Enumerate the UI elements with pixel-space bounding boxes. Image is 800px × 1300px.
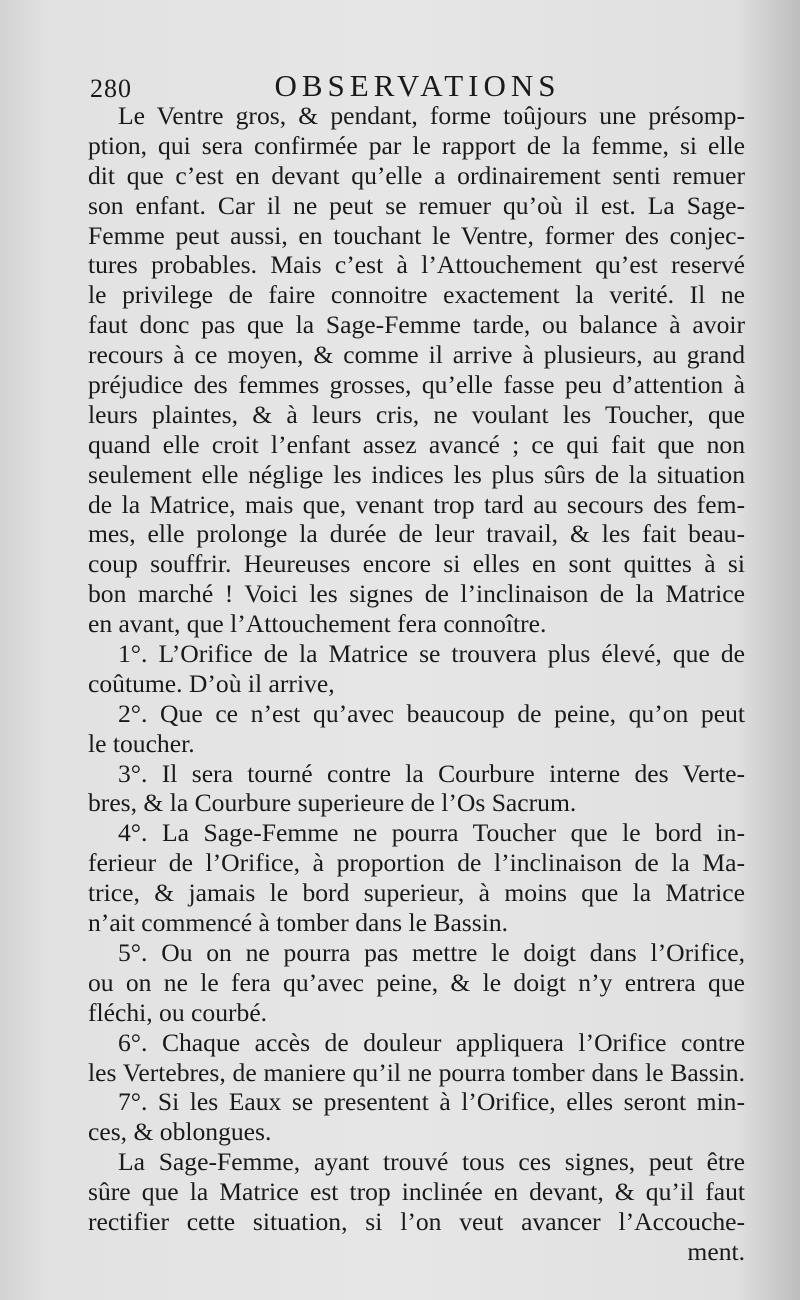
text-line: sûre que la Matrice est trop inclinée en devant, & qu’il faut <box>88 1177 745 1207</box>
text-line: Femme peut aussi, en touchant le Ventre, former des conjec- <box>88 220 745 250</box>
text-line: coûtume. D’où il arrive, <box>88 668 335 698</box>
text-line: recours à ce moyen, & comme il arrive à plusieurs, au grand <box>88 340 745 370</box>
text-line: 6°. Chaque accès de douleur appliquera l’Orifice contre <box>118 1027 745 1057</box>
text-line: ferieur de l’Orifice, à proportion de l’inclinaison de la Ma- <box>88 848 745 878</box>
text-line: ces, & oblongues. <box>88 1117 272 1147</box>
text-line: rectifier cette situation, si l’on veut avancer l’Accouche- <box>88 1206 745 1236</box>
text-line: ption, qui sera confirmée par le rapport de la femme, si elle <box>88 130 745 160</box>
text-line: le toucher. <box>88 728 195 758</box>
text-line: ou on ne le fera qu’avec peine, & le doigt n’y entrera que <box>88 967 745 997</box>
text-line: dit que c’est en devant qu’elle a ordinairement senti remuer <box>88 160 745 190</box>
text-line: 3°. Il sera tourné contre la Courbure interne des Verte- <box>118 758 745 788</box>
text-line: La Sage-Femme, ayant trouvé tous ces signes, peut être <box>118 1147 745 1177</box>
text-line: quand elle croit l’enfant assez avancé ; ce qui fait que non <box>88 429 745 459</box>
text-line: ment. <box>687 1236 745 1266</box>
running-title: OBSERVATIONS <box>274 68 561 103</box>
text-line: leurs plaintes, & à leurs cris, ne voulant les Toucher, que <box>88 399 745 429</box>
text-line: n’ait commencé à tomber dans le Bassin. <box>88 908 509 938</box>
page-number: 280 <box>90 74 132 103</box>
text-line: coup souffrir. Heureuses encore si elles en sont quittes à si <box>88 549 745 579</box>
text-line: 2°. Que ce n’est qu’avec beaucoup de peine, qu’on peut <box>118 698 745 728</box>
body-text <box>88 101 745 1267</box>
text-line: 1°. L’Orifice de la Matrice se trouvera plus élevé, que de <box>118 639 745 669</box>
text-line: le privilege de faire connoitre exactement la verité. Il ne <box>88 280 745 310</box>
text-line: préjudice des femmes grosses, qu’elle fasse peu d’attention à <box>88 370 745 400</box>
text-line: mes, elle prolonge la durée de leur travail, & les fait beau- <box>88 519 745 549</box>
text-line: 7°. Si les Eaux se presentent à l’Orifice, elles seront min- <box>118 1087 745 1117</box>
text-line: de la Matrice, mais que, venant trop tard au secours des fem- <box>88 489 745 519</box>
text-line: 5°. Ou on ne pourra pas mettre le doigt dans l’Orifice, <box>118 937 745 967</box>
text-line: bon marché ! Voici les signes de l’inclinaison de la Matrice <box>88 579 745 609</box>
text-line: son enfant. Car il ne peut se remuer qu’où il est. La Sage- <box>88 190 745 220</box>
text-line: fléchi, ou courbé. <box>88 997 268 1027</box>
text-line: en avant, que l’Attouchement fera connoître. <box>88 609 547 639</box>
text-line: Le Ventre gros, & pendant, forme toûjours une présomp- <box>118 101 745 130</box>
text-line: bres, & la Courbure superieure de l’Os Sacrum. <box>88 788 577 818</box>
text-line: tures probables. Mais c’est à l’Attouchement qu’est reservé <box>88 250 745 280</box>
text-line: faut donc pas que la Sage-Femme tarde, ou balance à avoir <box>88 310 745 340</box>
text-line: trice, & jamais le bord superieur, à moins que la Matrice <box>88 878 745 908</box>
text-line: 4°. La Sage-Femme ne pourra Toucher que le bord in- <box>118 818 745 848</box>
text-line: seulement elle néglige les indices les plus sûrs de la situation <box>88 459 745 489</box>
text-line: les Vertebres, de maniere qu’il ne pourra tomber dans le Bassin. <box>88 1057 745 1087</box>
